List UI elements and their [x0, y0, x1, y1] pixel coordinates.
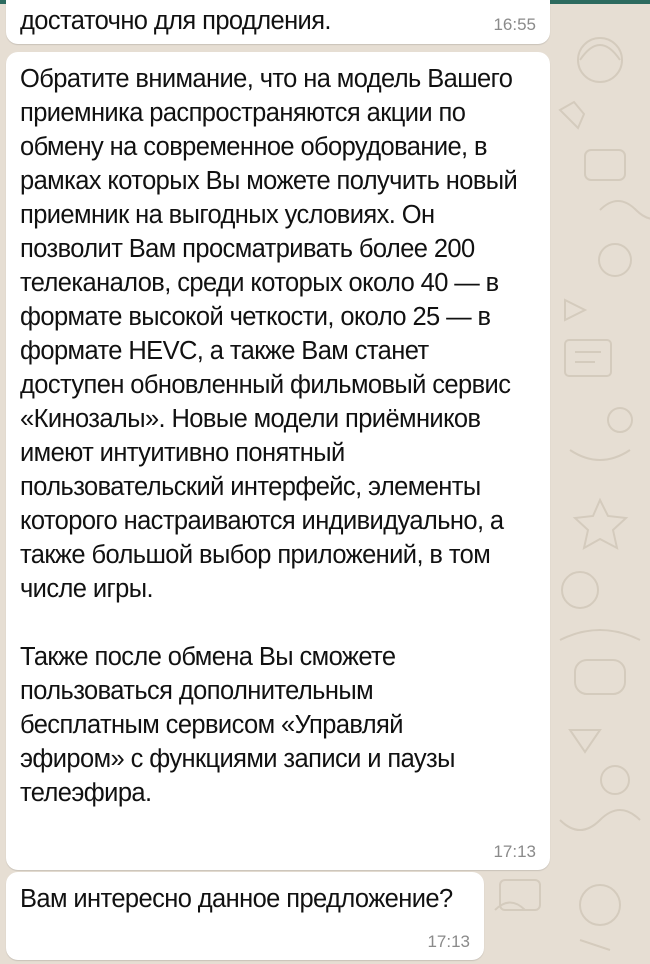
message-text: достаточно для продления.: [20, 7, 331, 35]
message-timestamp: 17:13: [493, 842, 536, 861]
message-bubble-incoming[interactable]: [6, 872, 484, 960]
message-text: Вам интересно данное предложение?: [20, 885, 453, 913]
message-timestamp: 17:13: [427, 932, 470, 951]
message-bubble-incoming[interactable]: [6, 52, 550, 870]
paragraph-spacer: [20, 606, 550, 640]
message-text-paragraph-1: Обратите внимание, что на модель Вашего приемника распространяются акции по обмену на современное оборудование, в рамках которых Вы можете получить новый приемник на выгодных условиях. Он позволит Вам просматривать более 200 телеканалов, среди которых около 40 — в формате высокой четкости, около 25 — в формате HEVC, а также Вам станет доступен обновленный фильмовый сервис «Кинозалы». Новые модели приёмников имеют интуитивно понятный пользовательский интерфейс, элементы которого настраиваются индивидуально, а также большой выбор приложений, в том числе игры.: [20, 65, 524, 603]
message-timestamp: 16:55: [493, 15, 536, 34]
message-text-paragraph-2: Также после обмена Вы сможете пользоваться дополнительным бесплатным сервисом «Управляй эфиром» с функциями записи и паузы телеэфира.: [20, 643, 462, 807]
message-bubble-incoming[interactable]: [6, 0, 550, 44]
